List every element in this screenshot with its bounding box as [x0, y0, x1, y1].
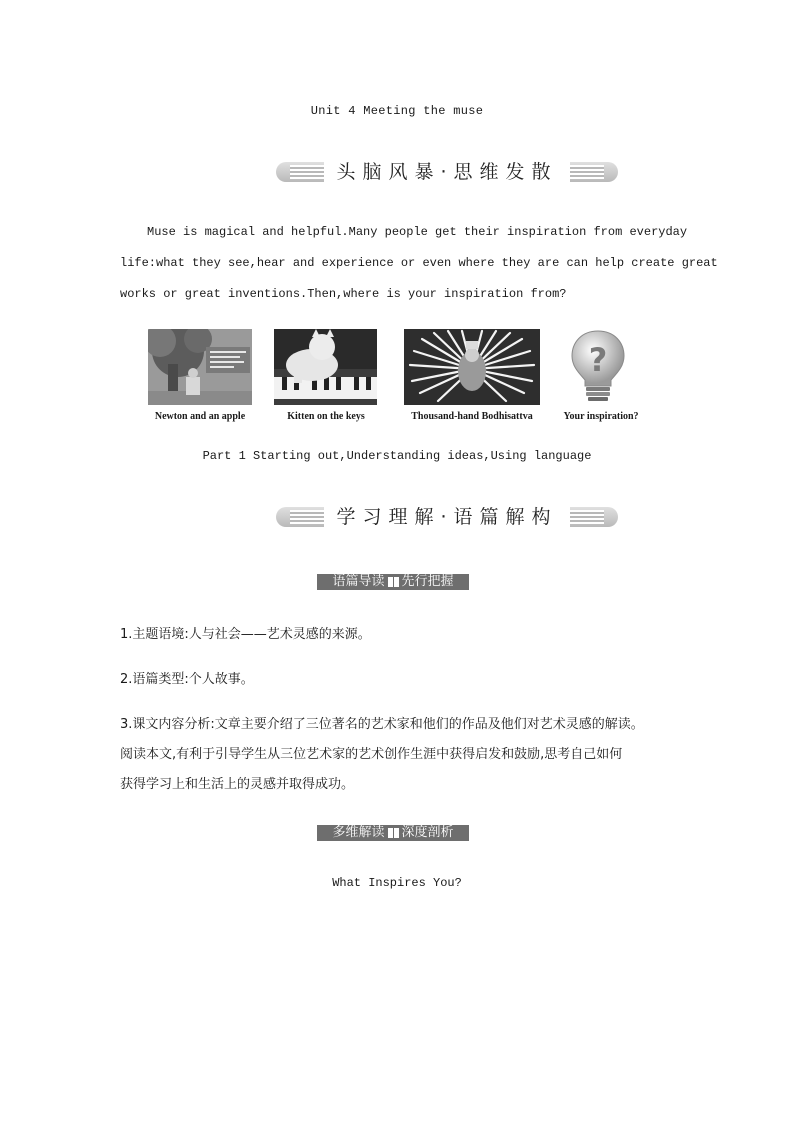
list-item: 1.主题语境:人与社会——艺术灵感的来源。 — [120, 627, 371, 642]
list-item-continuation: 阅读本文,有利于引导学生从三位艺术家的艺术创作生涯中获得启发和鼓励,思考自己如何 — [120, 747, 623, 762]
list-item: 2.语篇类型:个人故事。 — [120, 672, 254, 687]
tag-left-label: 语篇导读 — [332, 574, 385, 589]
intro-line: life:what they see,hear and experience or even where they are can help create great — [120, 256, 718, 270]
reading-title: What Inspires You? — [332, 876, 462, 890]
section-tag-reading-guide — [317, 574, 469, 590]
part-title: Part 1 Starting out,Understanding ideas,Using language — [202, 449, 592, 463]
intro-paragraph — [120, 217, 718, 310]
newton-apple-photo — [148, 329, 252, 405]
picture-caption: Thousand-hand Bodhisattva — [411, 411, 533, 422]
banner-label: 头脑风暴·思维发散 — [324, 159, 570, 185]
tag-right-label: 先行把握 — [401, 574, 454, 589]
picture-caption: Your inspiration? — [563, 411, 639, 422]
intro-line: works or great inventions.Then,where is your inspiration from? — [120, 287, 567, 301]
section-banner-brainstorm — [276, 159, 618, 185]
book-icon — [388, 828, 399, 838]
list-item: 3.课文内容分析:文章主要介绍了三位著名的艺术家和他们的作品及他们对艺术灵感的解读。 — [120, 717, 644, 732]
tag-left-label: 多维解读 — [332, 825, 385, 840]
bodhisattva-photo — [404, 329, 540, 405]
kitten-piano-photo — [274, 329, 377, 405]
list-item-continuation: 获得学习上和生活上的灵感并取得成功。 — [120, 777, 355, 792]
section-tag-deep-analysis — [317, 825, 469, 841]
picture-caption: Newton and an apple — [154, 411, 246, 422]
book-icon — [388, 577, 399, 587]
banner-label: 学习理解·语篇解构 — [324, 504, 570, 530]
svg-text:?: ? — [588, 341, 608, 379]
intro-line: Muse is magical and helpful.Many people get their inspiration from everyday — [147, 225, 688, 239]
tag-right-label: 深度剖析 — [401, 825, 454, 840]
section-banner-understanding — [276, 504, 618, 530]
picture-caption: Kitten on the keys — [287, 411, 365, 422]
unit-title: Unit 4 Meeting the muse — [310, 104, 484, 118]
question-lightbulb-icon — [568, 329, 628, 405]
